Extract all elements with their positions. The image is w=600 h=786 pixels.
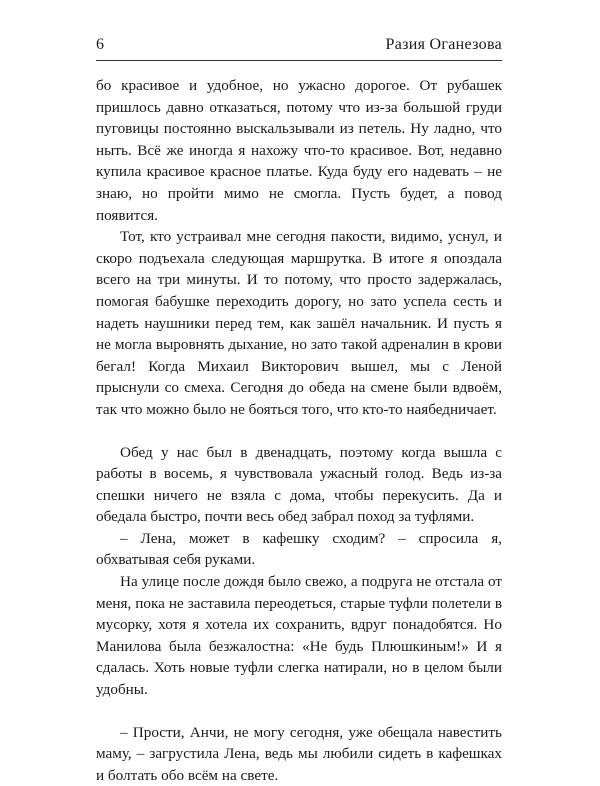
paragraph: На улице после дождя было свежо, а подруга не отстала от меня, пока не заставила переодеться, старые туфли полетели в мусорку, хотя я хотела их сохранить, вдруг понадобятся. Но Манилова была безжалостна: «Не будь Плюшкиным!» И я сдалась. Хоть новые туфли слегка натирали, но в целом были удобны. <box>96 573 502 699</box>
paragraph: – Лена, может в кафешку сходим? – спросила я, обхватывая себя руками. <box>96 529 502 569</box>
body-text <box>96 75 502 786</box>
author-name: Разия Оганезова <box>385 36 502 53</box>
running-header <box>96 36 502 61</box>
book-page <box>96 36 502 786</box>
paragraph: Обед у нас был в двенадцать, поэтому когда вышла с работы в восемь, я чувствовала ужасный голод. Ведь из-за спешки ничего не взяла с дома, чтобы перекусить. Да и обедала быстро, почти весь обед забрал поход за туфлями. <box>96 443 502 526</box>
paragraph: бо красивое и удобное, но ужасно дорогое. От рубашек пришлось давно отказаться, потому что из-за большой груди пуговицы постоянно выскальзывали из петель. Ну ладно, что ныть. Всё же иногда я нахожу что-то красивое. Вот, недавно купила красивое красное платье. Куда буду его надевать – не знаю, но пройти мимо не смогла. Пусть будет, а повод появится. <box>96 77 502 224</box>
page-number: 6 <box>96 36 105 53</box>
paragraph: Тот, кто устраивал мне сегодня пакости, видимо, уснул, и скоро подъехала следующая маршрутка. В итоге я опоздала всего на три минуты. И то потому, что просто задержалась, помогая бабушке переходить дорогу, но зато успела сесть и надеть наушники перед тем, как зашёл начальник. И пусть я не могла выровнять дыхание, но зато такой адреналин в крови бегал! Когда Михаил Викторович вышел, мы с Леной прыснули со смеха. Сегодня до обеда на смене были вдвоём, так что можно было не бояться того, что кто-то наябедничает. <box>96 228 502 418</box>
paragraph: – Прости, Анчи, не могу сегодня, уже обещала навестить маму, – загрустила Лена, ведь мы любили сидеть в кафешках и болтать обо всём на свете. <box>96 723 502 784</box>
